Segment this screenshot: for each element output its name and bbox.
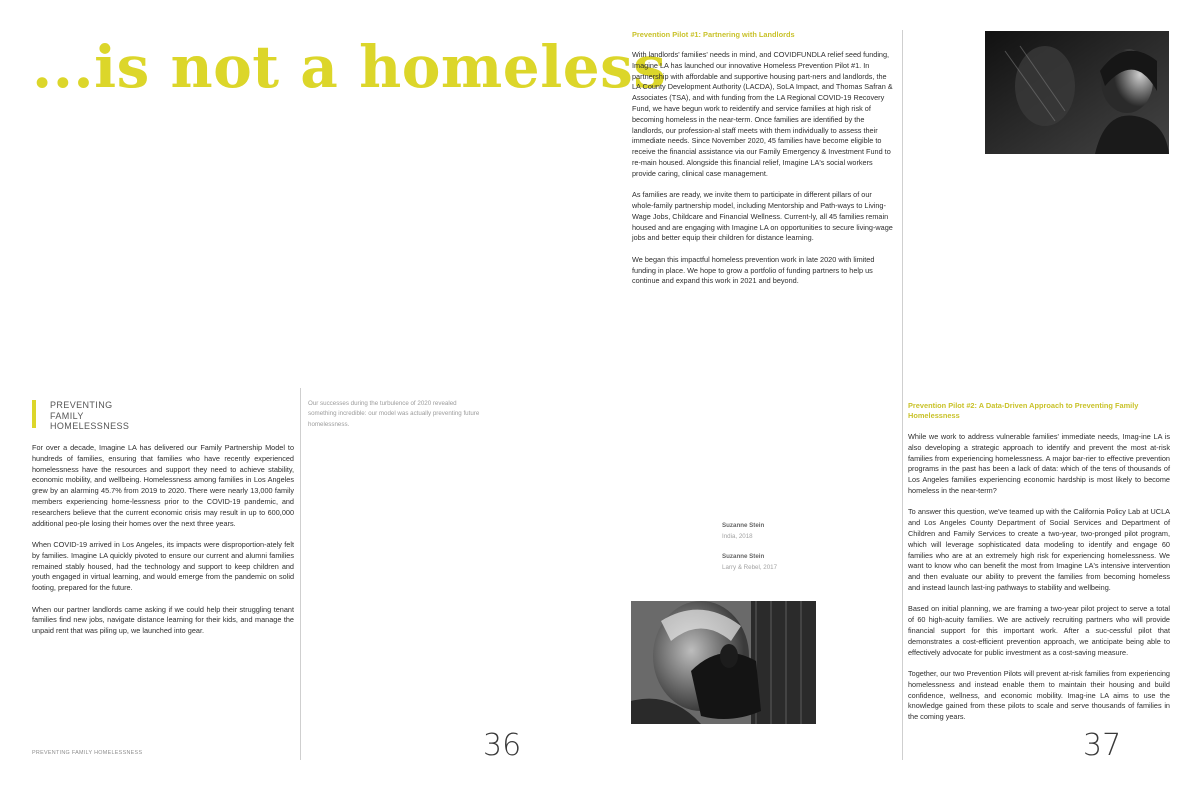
section-title-line: PREVENTING — [50, 400, 113, 410]
page-number-right: 37 — [1083, 728, 1122, 763]
section-title — [50, 400, 129, 432]
photo-portrait-woman-image — [985, 31, 1169, 154]
section-accent-bar — [32, 400, 36, 428]
pull-quote: Our successes during the turbulence of 2020 revealed something incredible: our model was actually preventing future homelessness. — [308, 400, 480, 428]
section-title-line: FAMILY — [50, 410, 84, 421]
paragraph: When COVID-19 arrived in Los Angeles, its impacts were disproportion-ately felt by families. Imagine LA quickly pivoted to ensure our current and alumni families remained stably housed, had the technology and support to keep children and youth engaged in virtual learning, and would emerge from the pandemic on solid footing, prepared for the future. — [32, 539, 294, 593]
credit-meta: Larry & Rebel, 2017 — [722, 564, 778, 571]
pilot2-title: Prevention Pilot #2: A Data-Driven Approach to Preventing Family Homelessness — [908, 401, 1139, 420]
photo-credits — [722, 520, 777, 582]
headline: ...is not a homeless — [32, 33, 667, 101]
pilot1-body-text — [632, 50, 894, 298]
paragraph: While we work to address vulnerable families' immediate needs, Imag-ine LA is also developing a strategic approach to identify and prevent the most at-risk families from experiencing homelessness. A major bar-rier to effective prevention programs in the past has been a lack of data: which of the tens of thousands of Los Angeles families experiencing economic hardship is most likely to become homeless in the near-term? — [908, 432, 1170, 495]
page-number-left: 36 — [483, 728, 522, 763]
credit-name: Suzanne Stein — [722, 553, 765, 560]
photo-man-with-dog-image — [631, 601, 816, 724]
paragraph: As families are ready, we invite them to participate in different pillars of our whole-family partnership model, including Mentorship and Path-ways to Living-Wage Jobs, Childcare and Financial Wellness. Current-ly, all 45 families remain housed and are engaging with Imagine LA on opportunities to secure living-wage jobs and better equip their children for distance learning. — [632, 190, 893, 243]
pilot2-body-text — [908, 432, 1170, 734]
paragraph: To answer this question, we've teamed up with the California Policy Lab at UCLA and Los Angeles County Department of Social Services and Department of Children and Family Services to create a two-year, two-pronged pilot program, which will leverage sophisticated data modeling to identify and engage 60 families who are at an extremely high risk for experiencing homelessness. We want to know who can benefit the most from Imagine LA's intensive intervention and then evaluate our ability to prevent the families from becoming homeless and instead launch last-ing pathways to stability and wellbeing. — [908, 507, 1170, 592]
column-divider-right — [902, 30, 903, 760]
column-divider-left — [300, 388, 301, 760]
paragraph: Based on initial planning, we are framing a two-year pilot project to serve a total of 60 high-acuity families. We are actively recruiting partners who will provide financial support for this important work. After a suc-cessful pilot that demonstrates a cost-efficient prevention approach, we anticipate being able to effectively advocate for public investment as a cost-saving measure. — [908, 604, 1170, 657]
paragraph: We began this impactful homeless prevention work in late 2020 with limited funding in place. We hope to grow a portfolio of funding partners to help us continue and expand this work in 2021 and beyond. — [632, 254, 875, 286]
credit-name: Suzanne Stein — [722, 522, 765, 529]
paragraph: With landlords' families' needs in mind, and COVIDFUNDLA relief seed funding, Imagine LA has launched our innovative Homeless Prevention Pilot #1. In partnership with affordable and supportive housing part-ners and landlords, the LA County Development Authority (LACDA), SoLA Impact, and Thomas Safran & Associates (TSA), and with funding from the LA Regional COVID-19 Recovery Fund, we have begun work to reidentify and service families at high risk of becoming homeless in the near-term. Once families are identified by the landlords, our profession-al staff meets with them individually to assess their immediate needs. Since November 2020, 45 families have become eligible to receive the financial assistance via our Family Emergency & Investment Fund to re-main housed. Alongside this financial relief, Imagine LA's social workers provide caring, clinical case management. — [632, 50, 893, 178]
paragraph: When our partner landlords came asking if we could help their struggling tenant families find new jobs, navigate distance learning for their kids, and manage the unpaid rent that was piling up, we launched into gear. — [32, 604, 294, 636]
paragraph: For over a decade, Imagine LA has delivered our Family Partnership Model to hundreds of families, ensuring that families who have recently experienced homelessness have the resources and support they need to achieve stability, economic mobility, and wellbeing. Homelessness among families in Los Angeles grew by an alarming 45.7% from 2019 to 2020. There were nearly 13,000 family members experiencing home-lessness prior to the COVID-19 pandemic, and researchers believe that the current economic crisis may result in up to 600,000 additional peo-ple losing their homes over the next three years. — [32, 443, 294, 528]
photo-man-with-dog — [631, 601, 816, 724]
paragraph: Together, our two Prevention Pilots will prevent at-risk families from experiencing homelessness and instead enable them to maintain their housing and build confidence, wellness, and economic mobility. Imag-ine LA aims to use the knowledge gained from these pilots to scale and serve thousands of families in the coming years. — [908, 668, 1170, 722]
pilot1-title: Prevention Pilot #1: Partnering with Landlords — [632, 30, 795, 39]
section-title-line: HOMELESSNESS — [50, 421, 130, 432]
running-footer: PREVENTING FAMILY HOMELESSNESS — [32, 750, 143, 756]
credit-meta: India, 2018 — [722, 533, 753, 540]
photo-portrait-woman — [985, 31, 1169, 154]
left-body-text — [32, 443, 294, 648]
